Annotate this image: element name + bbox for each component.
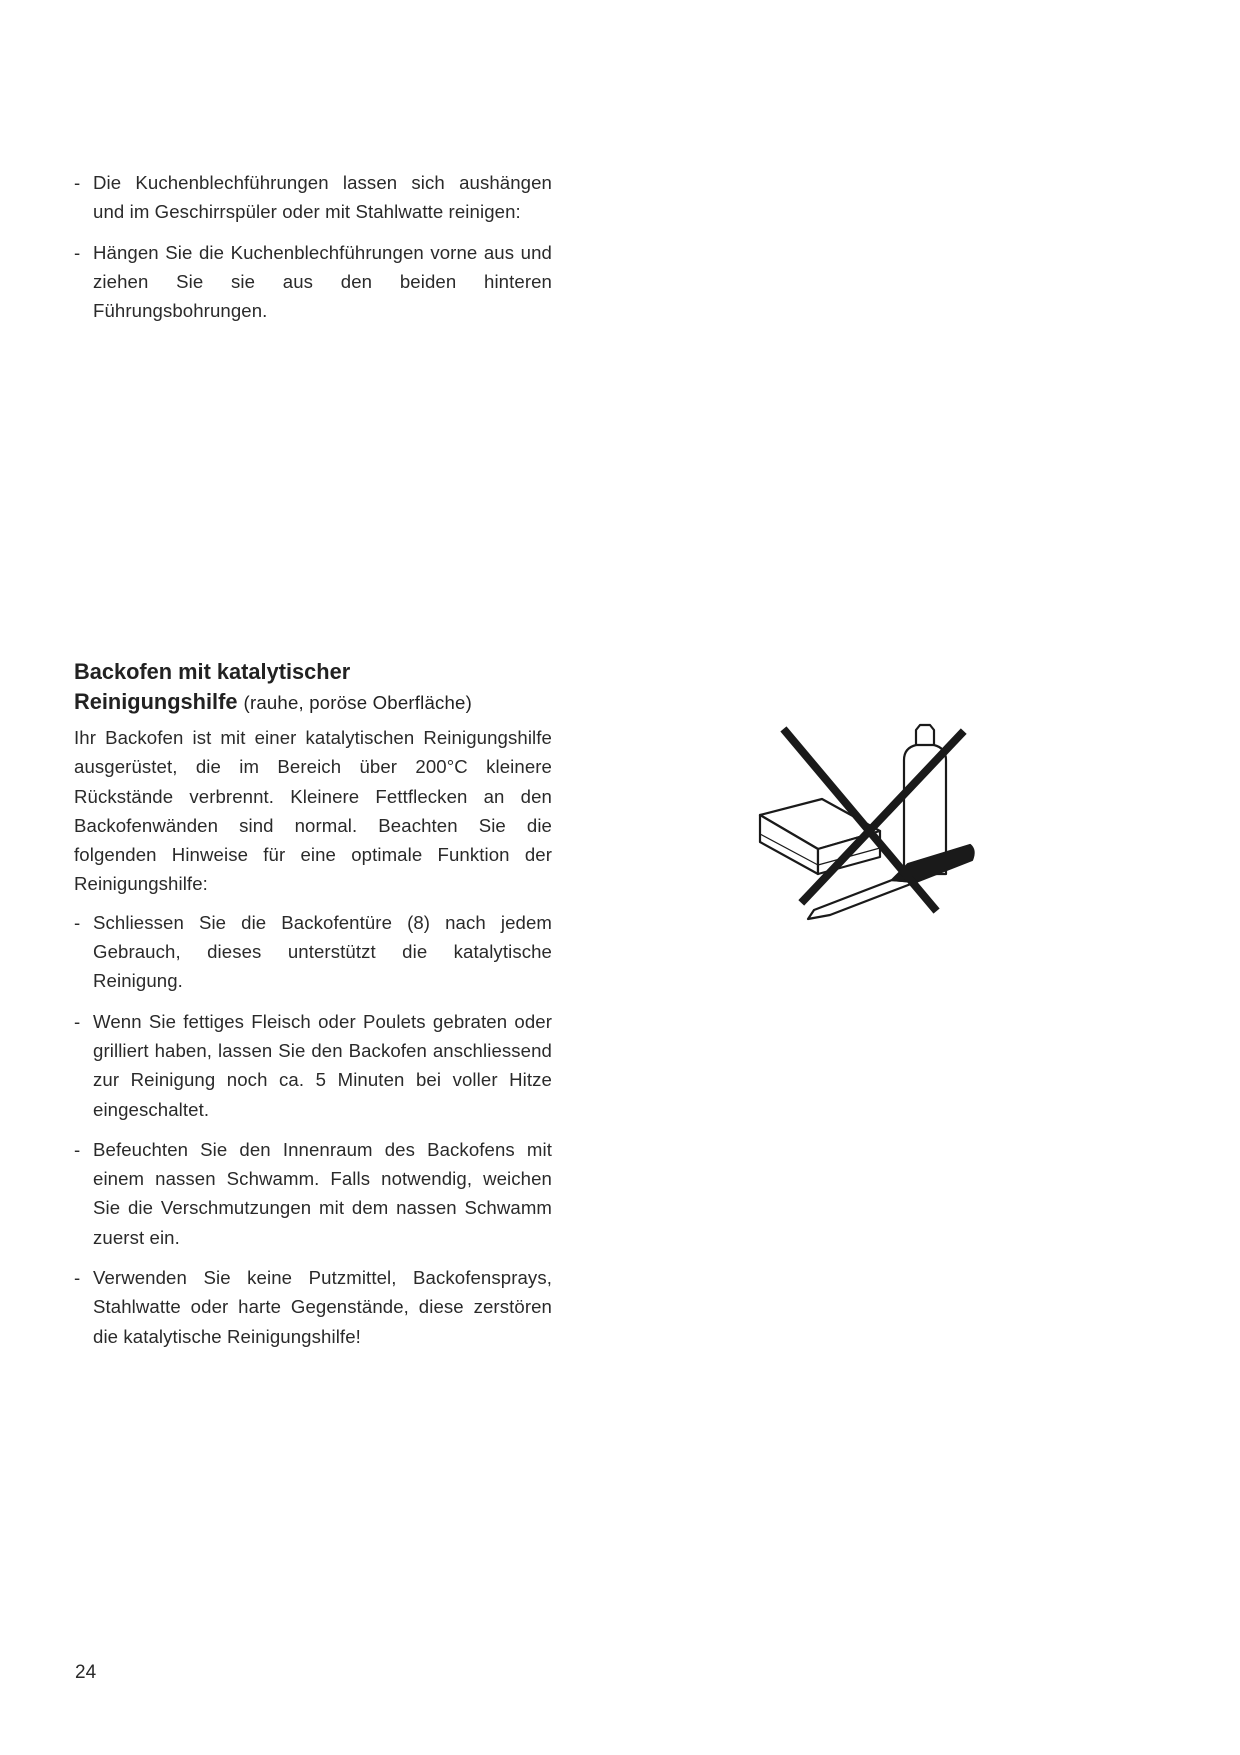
section-heading-note: (rauhe, poröse Oberfläche) [243,692,472,713]
catalytic-section [74,657,552,1362]
section-heading [74,657,552,718]
bottle-icon [904,725,946,874]
list-item: - Wenn Sie fettiges Fleisch oder Poulets gebraten oder grilliert haben, lassen Sie den Backofen anschliessend zur Reinigung noch ca. 5 Minuten bei voller Hitze eingeschaltet. [74,1007,552,1124]
knife-blade-icon [808,880,916,919]
list-item: - Die Kuchenblechführungen lassen sich aushängen und im Geschirrspüler oder mit Stahlwatte reinigen: [74,168,552,227]
page-number: 24 [75,1662,97,1683]
section-bullet-list [74,908,552,1351]
list-item: - Schliessen Sie die Backofentüre (8) nach jedem Gebrauch, dieses unterstützt die katalytische Reinigung. [74,908,552,996]
no-cleaning-agents-illustration [756,712,988,934]
list-item: - Befeuchten Sie den Innenraum des Backofens mit einem nassen Schwamm. Falls notwendig, weichen Sie die Verschmutzungen mit dem nassen Schwamm zuerst ein. [74,1135,552,1252]
section-intro: Ihr Backofen ist mit einer katalytischen Reinigungshilfe ausgerüstet, die im Bereich über 200°C kleinere Rückstände verbrennt. Kleinere Fettflecken an den Backofenwänden sind normal. Beachten Sie die folgenden Hinweise für eine optimale Funktion der Reinigungshilfe: [74,727,552,895]
top-bullet-list-block [74,168,552,336]
list-item: - Hängen Sie die Kuchenblechführungen vorne aus und ziehen Sie sie aus den beiden hinteren Führungsbohrungen. [74,238,552,326]
top-bullet-list [74,168,552,325]
section-heading-line2: Reinigungshilfe [74,689,238,714]
section-heading-line1: Backofen mit katalytischer [74,659,351,684]
list-item: - Verwenden Sie keine Putzmittel, Backofensprays, Stahlwatte oder harte Gegenstände, diese zerstören die katalytische Reinigungshilfe! [74,1263,552,1351]
